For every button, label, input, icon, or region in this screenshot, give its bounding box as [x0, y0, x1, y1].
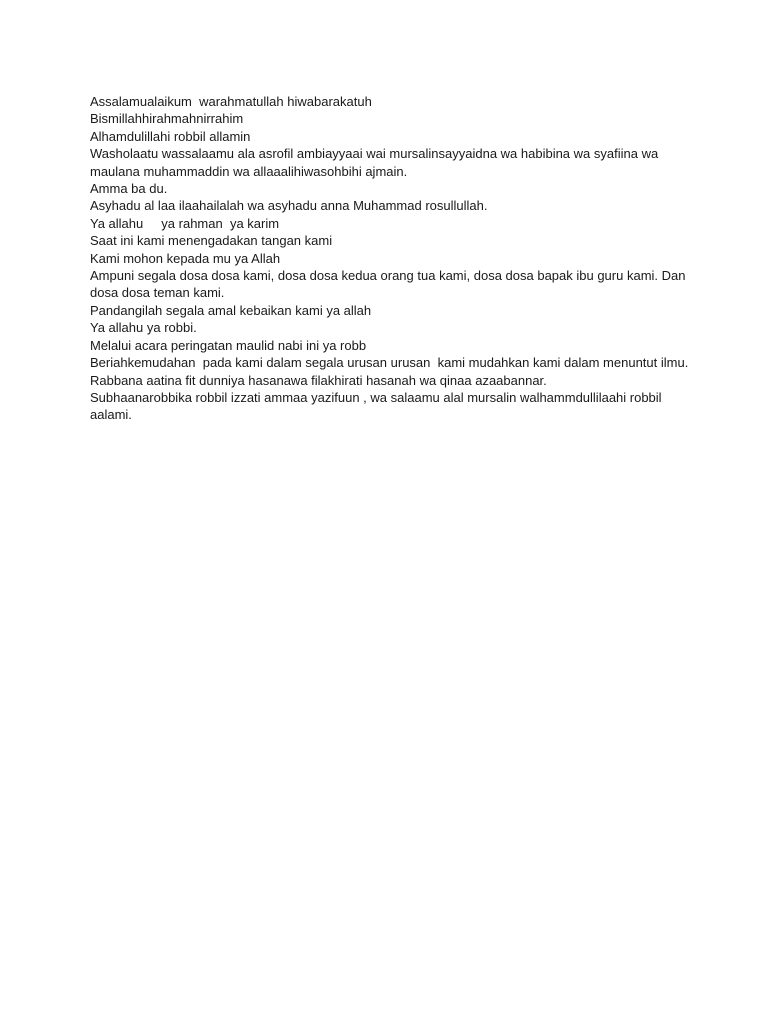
paragraph-menengadah: Saat ini kami menengadakan tangan kami — [90, 233, 333, 249]
paragraph-subhaana: Subhaanarobbika robbil izzati ammaa yazifuun , wa salaamu alal mursalin walhammdullilaahi robbil aalami. — [90, 389, 666, 423]
paragraph-hamdalah: Alhamdulillahi robbil allamin — [90, 128, 251, 144]
paragraph-rabbana: Rabbana aatina fit dunniya hasanawa filakhirati hasanah wa qinaa azaabannar. — [90, 372, 547, 388]
paragraph-maulid: Melalui acara peringatan maulid nabi ini ya robb — [90, 337, 367, 353]
paragraph-salam: Assalamualaikum warahmatullah hiwabarakatuh — [90, 94, 372, 109]
paragraph-pandangilah: Pandangilah segala amal kebaikan kami ya allah — [90, 302, 372, 318]
document-body — [90, 93, 690, 424]
paragraph-amma-ba-du: Amma ba du. — [90, 181, 168, 197]
paragraph-ampuni: Ampuni segala dosa dosa kami, dosa dosa kedua orang tua kami, dosa dosa bapak ibu guru kami. Dan dosa dosa teman kami. — [90, 268, 690, 301]
paragraph-mohon: Kami mohon kepada mu ya Allah — [90, 250, 281, 266]
paragraph-ya-allahu: Ya allahu ya rahman ya karim — [90, 215, 280, 231]
paragraph-kemudahan: Beriahkemudahan pada kami dalam segala urusan urusan kami mudahkan kami dalam menuntut ilmu. — [90, 355, 689, 371]
paragraph-syahadat: Asyhadu al laa ilaahailalah wa asyhadu anna Muhammad rosullullah. — [90, 198, 488, 214]
paragraph-basmalah: Bismillahhirahmahnirrahim — [90, 111, 244, 127]
paragraph-sholawat: Washolaatu wassalaamu ala asrofil ambiayyaai wai mursalinsayyaidna wa habibina wa syafiina wa maulana muhammaddin wa allaaalihiwasohbihi ajmain. — [90, 146, 662, 179]
paragraph-ya-robbi: Ya allahu ya robbi. — [90, 320, 197, 336]
